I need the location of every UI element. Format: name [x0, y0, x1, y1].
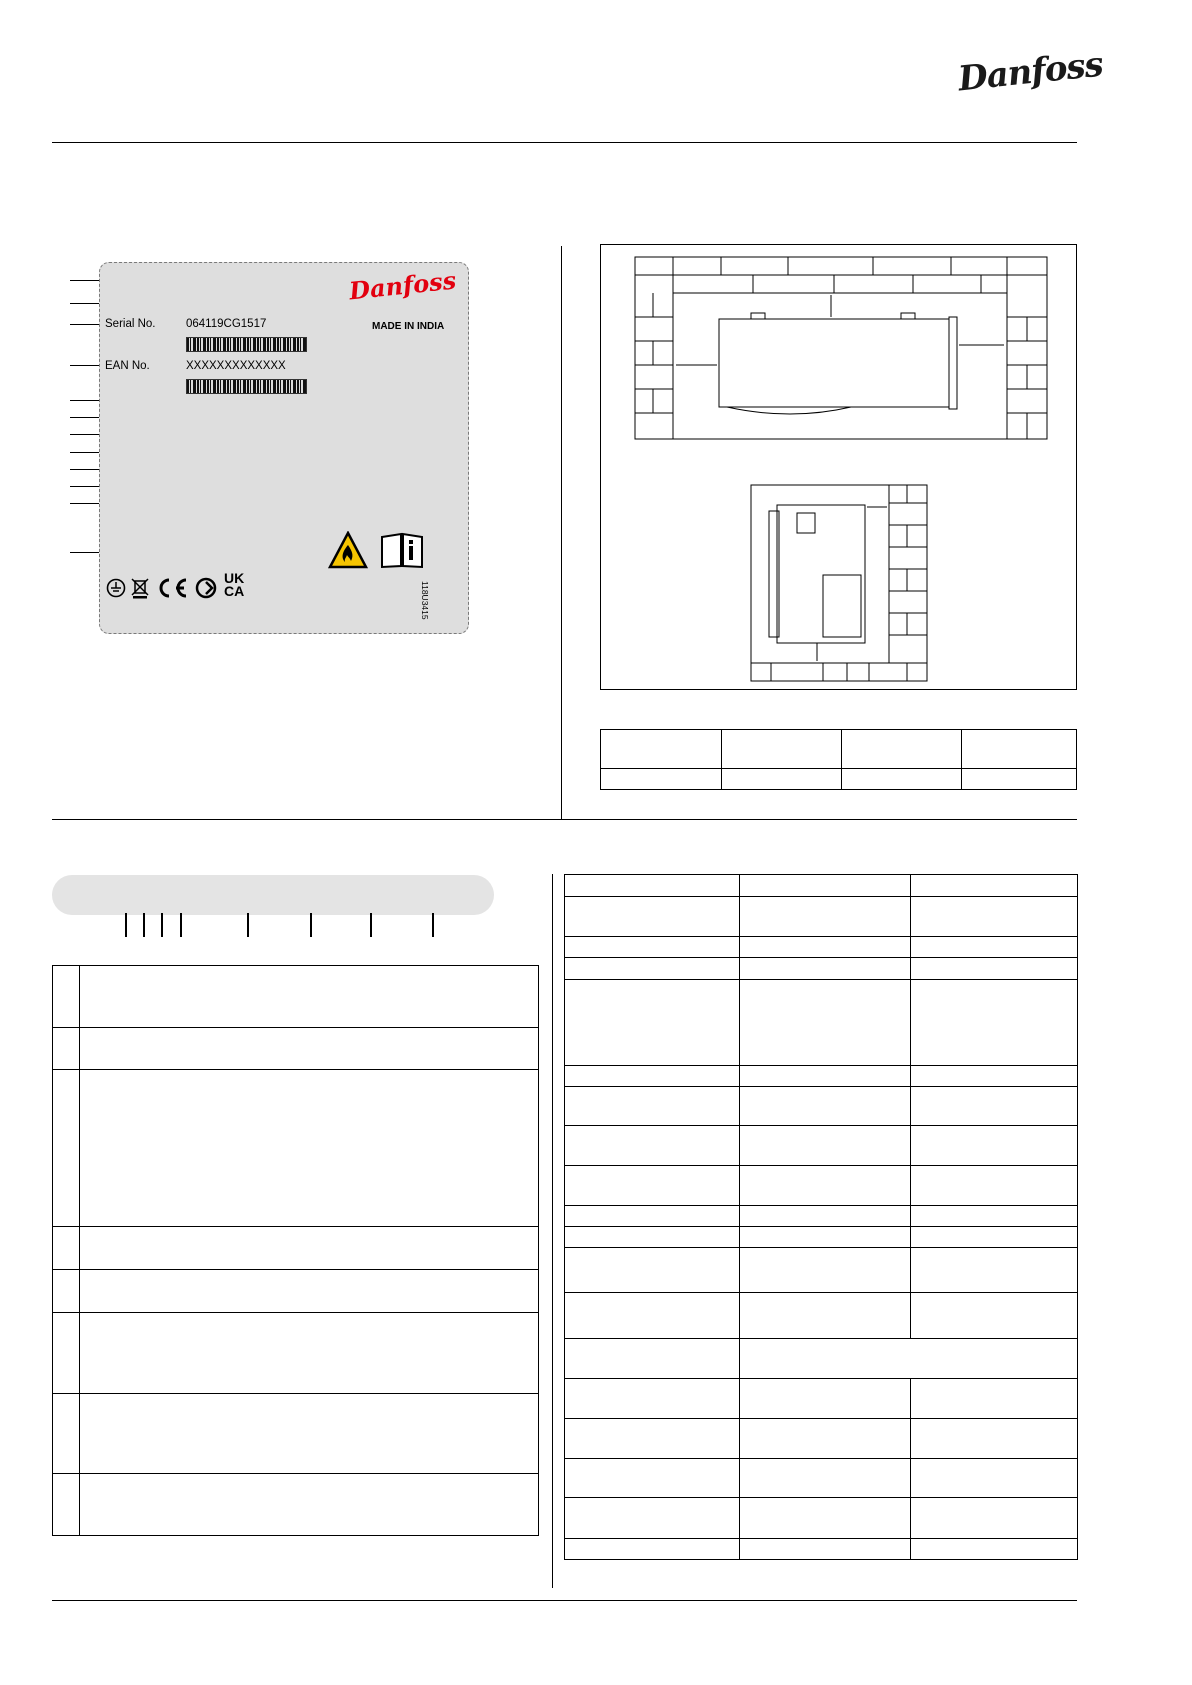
spec-label [565, 937, 740, 958]
spec-value [740, 875, 911, 897]
spec-value [740, 1227, 911, 1248]
spec-value [740, 1087, 911, 1126]
spec-value [740, 1248, 911, 1293]
ean-barcode [186, 379, 307, 394]
code-description [80, 1313, 539, 1394]
spec-value [911, 875, 1078, 897]
ground-symbol-icon [106, 578, 126, 598]
spec-value [740, 1459, 911, 1498]
clearance-figure [600, 244, 1077, 690]
code-index-cell [53, 1028, 80, 1070]
code-index-cell [53, 1394, 80, 1474]
type-code-bar [52, 875, 494, 915]
spec-label [565, 1126, 740, 1166]
nameplate-logo: Danfoss [347, 265, 458, 306]
doc-code: 118U3415 [420, 581, 430, 620]
code-description [80, 1270, 539, 1313]
spec-value [911, 937, 1078, 958]
spec-value [911, 1539, 1078, 1560]
code-tick [161, 913, 163, 937]
pointer-arrow [70, 280, 102, 281]
pointer-arrow [70, 452, 102, 453]
spec-value [740, 1066, 911, 1087]
pointer-arrow [70, 503, 102, 504]
spec-value [911, 1066, 1078, 1087]
pointer-arrow [70, 469, 102, 470]
clearance-cell [962, 730, 1077, 769]
code-description [80, 1394, 539, 1474]
pointer-arrow [70, 324, 102, 325]
code-description [80, 1028, 539, 1070]
spec-label [565, 958, 740, 980]
spec-value [740, 1339, 1078, 1379]
code-tick [125, 913, 127, 937]
spec-value [740, 1206, 911, 1227]
clearance-cell [842, 769, 962, 790]
code-description [80, 966, 539, 1028]
spec-value [911, 1293, 1078, 1339]
flammable-warning-icon [328, 531, 368, 569]
spec-value [911, 897, 1078, 937]
section-divider-top [561, 246, 562, 819]
spec-value [911, 1126, 1078, 1166]
code-tick [247, 913, 249, 937]
danfoss-logo: Danfoss [956, 44, 1105, 100]
clearance-cell [722, 730, 842, 769]
ean-value: XXXXXXXXXXXXX [186, 360, 286, 372]
code-tick [180, 913, 182, 937]
made-in-label: MADE IN INDIA [372, 321, 445, 332]
pointer-arrow [70, 400, 102, 401]
ukca-bottom: CA [224, 583, 245, 599]
weee-bin-icon [131, 577, 149, 599]
serial-label: Serial No. [105, 318, 156, 330]
spec-label [565, 1206, 740, 1227]
serial-value: 064119CG1517 [186, 318, 267, 330]
spec-value [740, 937, 911, 958]
section-rule [52, 819, 1077, 820]
code-legend-table [52, 965, 539, 1536]
code-tick [432, 913, 434, 937]
spec-label [565, 1459, 740, 1498]
ukca-top: UK [224, 570, 245, 586]
clearance-cell [601, 730, 722, 769]
spec-value [911, 958, 1078, 980]
pointer-arrow [70, 486, 102, 487]
spec-value [740, 1379, 911, 1419]
spec-value [740, 1419, 911, 1459]
spec-value [911, 1206, 1078, 1227]
spec-value [911, 1166, 1078, 1206]
code-index-cell [53, 1313, 80, 1394]
spec-value [911, 1498, 1078, 1539]
spec-value [740, 958, 911, 980]
ukca-mark-icon [224, 572, 244, 598]
spec-value [911, 980, 1078, 1066]
serial-barcode [186, 337, 307, 352]
ean-label: EAN No. [105, 360, 150, 372]
code-index-cell [53, 1070, 80, 1227]
spec-label [565, 1498, 740, 1539]
clearance-drawing [601, 245, 1076, 689]
clearance-cell [842, 730, 962, 769]
code-index-cell [53, 1270, 80, 1313]
spec-label [565, 1166, 740, 1206]
clearance-cell [962, 769, 1077, 790]
pointer-arrow [70, 552, 102, 553]
spec-table [564, 874, 1078, 1560]
spec-label [565, 875, 740, 897]
ce-mark-icon [154, 577, 190, 599]
code-description [80, 1474, 539, 1536]
code-tick [370, 913, 372, 937]
spec-label [565, 897, 740, 937]
spec-value [911, 1087, 1078, 1126]
spec-value [911, 1379, 1078, 1419]
section-divider-bottom [552, 874, 553, 1588]
code-description [80, 1227, 539, 1270]
spec-label [565, 1293, 740, 1339]
spec-value [911, 1419, 1078, 1459]
spec-label [565, 1339, 740, 1379]
code-tick [143, 913, 145, 937]
spec-label [565, 1248, 740, 1293]
spec-value [740, 1166, 911, 1206]
clearance-cell [722, 769, 842, 790]
spec-label [565, 1227, 740, 1248]
spec-label [565, 1539, 740, 1560]
spec-label [565, 1379, 740, 1419]
spec-value [740, 1293, 911, 1339]
rcm-mark-icon [195, 577, 217, 599]
clearance-cell [601, 769, 722, 790]
pointer-arrow [70, 417, 102, 418]
spec-value [911, 1459, 1078, 1498]
pointer-arrow [70, 365, 102, 366]
spec-value [740, 897, 911, 937]
clearance-table [600, 729, 1077, 790]
code-index-cell [53, 1227, 80, 1270]
spec-value [740, 1539, 911, 1560]
pointer-arrow [70, 303, 102, 304]
footer-rule [52, 1600, 1077, 1601]
read-manual-icon [380, 531, 424, 569]
code-index-cell [53, 966, 80, 1028]
spec-label [565, 1066, 740, 1087]
spec-label [565, 1087, 740, 1126]
code-tick [310, 913, 312, 937]
spec-value [911, 1227, 1078, 1248]
spec-value [740, 1498, 911, 1539]
spec-value [911, 1248, 1078, 1293]
spec-label [565, 980, 740, 1066]
header-rule [52, 142, 1077, 143]
spec-value [740, 1126, 911, 1166]
code-description [80, 1070, 539, 1227]
pointer-arrow [70, 434, 102, 435]
code-index-cell [53, 1474, 80, 1536]
spec-label [565, 1419, 740, 1459]
product-nameplate [99, 262, 469, 634]
spec-value [740, 980, 911, 1066]
